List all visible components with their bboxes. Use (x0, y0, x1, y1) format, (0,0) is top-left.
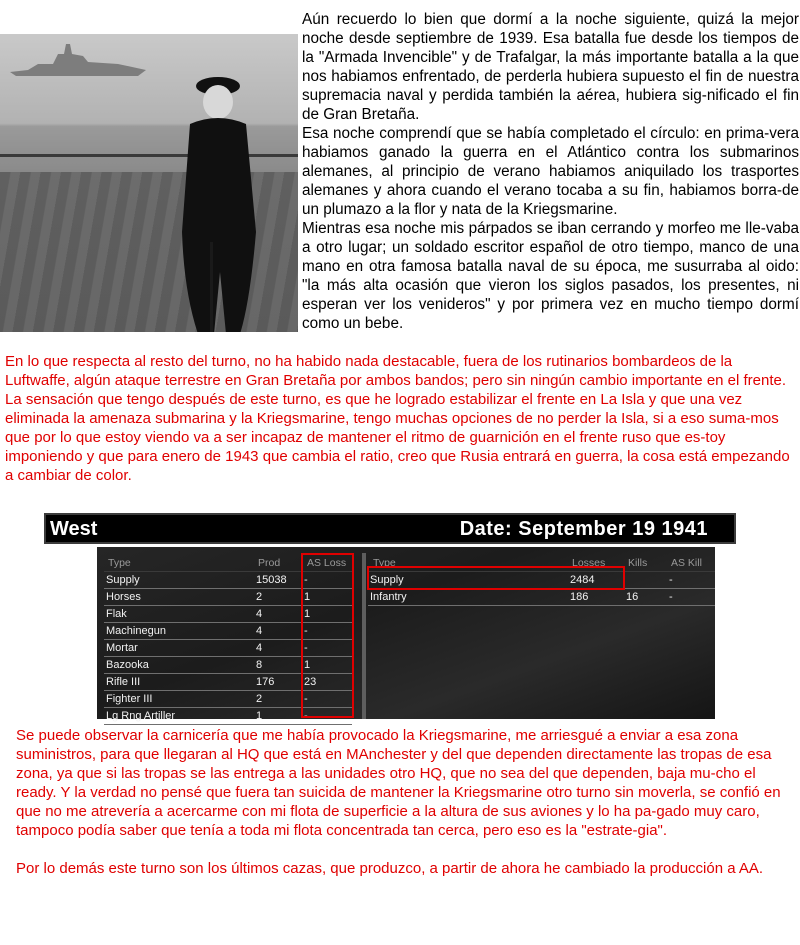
type-cell: Infantry (368, 589, 568, 606)
type-cell: Flak (104, 606, 254, 623)
supply-losses-highlight (367, 566, 625, 590)
region-title: West (50, 518, 98, 540)
type-cell: Lg Rng Artiller (104, 708, 254, 725)
losses-cell: 2484 (568, 572, 624, 589)
col-header-type-losses: Type (373, 557, 396, 569)
type-cell: Horses (104, 589, 254, 606)
col-header-as-kill: AS Kill (671, 557, 702, 569)
col-header-type: Type (108, 557, 131, 569)
as-loss-cell: - (302, 623, 352, 640)
as-loss-cell: - (302, 691, 352, 708)
story-paragraph: Esa noche comprendí que se había completado el círculo: en prima-vera habiamos ganado la guerra en el Atlántico contra los submarinos alemanes, al principio de verano habiamos aniquilado los trasportes alemanes y ahora cuando el verano tocaba a su fin, habiamos borra-de un plumazo a la flor y nata de la Kriegsmarine. (302, 125, 799, 218)
kills-cell: 16 (624, 589, 667, 606)
as-loss-cell: 1 (302, 606, 352, 623)
prod-cell: 176 (254, 674, 302, 691)
churchill-photo (0, 34, 298, 332)
warship-silhouette (8, 40, 148, 78)
type-cell: Bazooka (104, 657, 254, 674)
prod-cell: 4 (254, 640, 302, 657)
type-cell: Rifle III (104, 674, 254, 691)
type-cell: Supply (368, 572, 568, 589)
as-loss-cell: - (302, 708, 352, 725)
losses-cell: 186 (568, 589, 624, 606)
commentary-paragraph: En lo que respecta al resto del turno, no ha habido nada destacable, fuera de los rutinarios bombardeos de la Luftwaffe, algún ataque terrestre en Gran Bretaña por ambos bandos; pero sin ningún cambio importante en el frente. (5, 353, 787, 389)
prod-cell: 4 (254, 606, 302, 623)
as-loss-cell: 23 (302, 674, 352, 691)
man-figure (170, 72, 265, 332)
commentary-top (5, 352, 795, 485)
type-cell: Fighter III (104, 691, 254, 708)
prod-cell: 15038 (254, 572, 302, 589)
game-date: Date: September 19 1941 (459, 518, 708, 540)
as-loss-cell: 1 (302, 589, 352, 606)
commentary-paragraph: Se puede observar la carnicería que me había provocado la Kriegsmarine, me arriesgué a enviar a esa zona suministros, para que llegaran al HQ que está en MAnchester y del que dependen directamente las tropas de esa zona, ya que si las tropas se las entrega a las unidades otro HQ, que no sea del que dependen, baja mu-cho el ready. Y la verdad no pensé que fuera tan suicida de mantener la Kriegsmarine otro turno sin moverla, se confió en que no me atrevería a acercarme con mi flota de superficie a la altura de sus aviones y lo ha pa-gado muy caro, tampoco podía saber que tenía a toda mi flota concentrada tan cerca, pero eso es la "estrate-gia". (16, 727, 781, 839)
as-loss-highlight (301, 553, 354, 718)
col-header-losses: Losses (572, 557, 606, 569)
commentary-bottom (16, 726, 796, 878)
type-cell: Supply (104, 572, 254, 589)
as-loss-cell: 1 (302, 657, 352, 674)
as-loss-cell: - (302, 572, 352, 589)
as-kill-cell: - (667, 572, 715, 589)
story-text (302, 10, 799, 333)
as-loss-cell: - (302, 640, 352, 657)
type-cell: Machinegun (104, 623, 254, 640)
type-cell: Mortar (104, 640, 254, 657)
table-row (368, 589, 715, 606)
prod-cell: 2 (254, 691, 302, 708)
story-paragraph: Mientras esa noche mis párpados se iban cerrando y morfeo me lle-vaba a otro lugar; un soldado escritor español de otro tiempo, manco de una mano en otra famosa batalla naval de su época, me susurraba al oido: "la más alta ocasión que vieron los siglos pasados, los presentes, ni esperan ver los venideros" y por primera vez en mucho tiempo dormí como un bebe. (302, 220, 799, 332)
game-header-bar (44, 513, 736, 544)
panel-divider (362, 553, 366, 719)
col-header-prod: Prod (258, 557, 281, 569)
prod-cell: 4 (254, 623, 302, 640)
prod-cell: 8 (254, 657, 302, 674)
commentary-paragraph: Por lo demás este turno son los últimos cazas, que produzco, a partir de ahora he cambiado la producción a AA. (16, 860, 764, 877)
col-header-kills: Kills (628, 557, 648, 569)
col-header-as-loss: AS Loss (307, 557, 347, 569)
kills-cell (624, 572, 667, 589)
story-paragraph: Aún recuerdo lo bien que dormí a la noche siguiente, quizá la mejor noche desde septiembre de 1939. Esa batalla fue desde los tiempos de la "Armada Invencible" y de Trafalgar, la más importante batalla a la que nos habiamos enfrentado, de perderla hubiera supuesto el fin de nuestra supremacia naval y perdida también la aérea, hubiera sig-nificado el fin de Gran Bretaña. (302, 11, 799, 123)
prod-cell: 2 (254, 589, 302, 606)
as-kill-cell: - (667, 589, 715, 606)
prod-cell: 1 (254, 708, 302, 725)
commentary-paragraph: La sensación que tengo después de este turno, es que he logrado estabilizar el frente en La Isla y que una vez eliminada la amenaza submarina y la Kriegsmarine, tengo muchas opciones de no perder la Isla, si a eso suma-mos que por lo que estoy viendo va a ser incapaz de mantener el ritmo de guarnición en el frente ruso que es-toy imponiendo y que para enero de 1943 que cambia el ratio, creo que Rusia entrará en guerra, la cosa está empezando a cambiar de color. (5, 391, 790, 484)
